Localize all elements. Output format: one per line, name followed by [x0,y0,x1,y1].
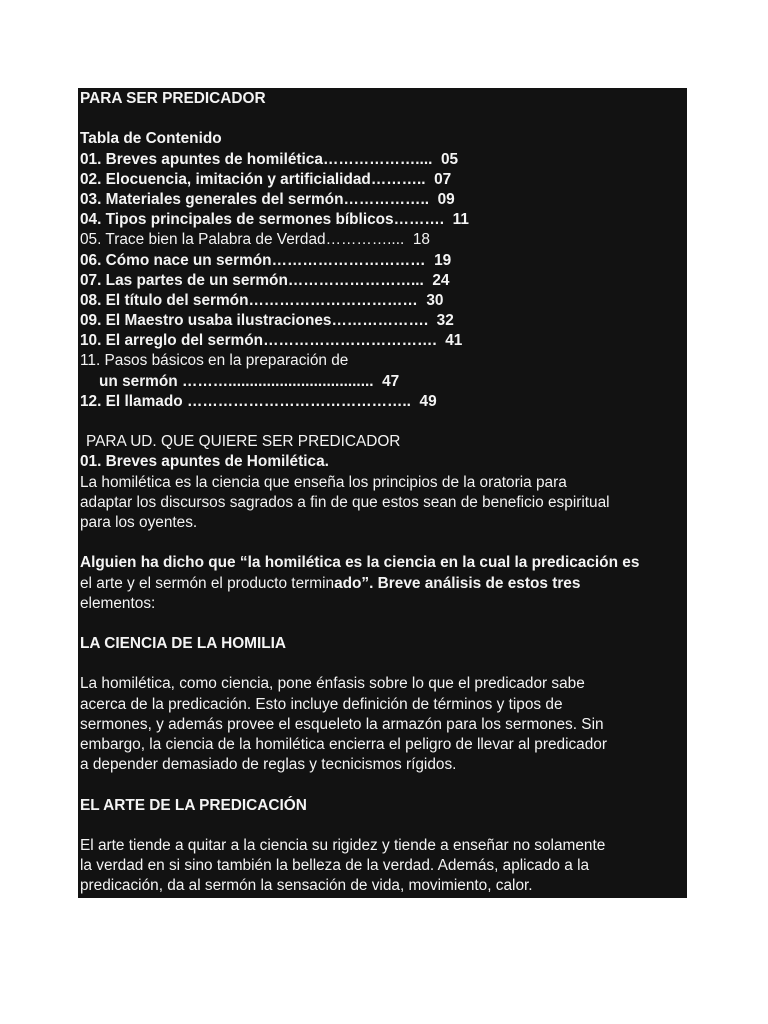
toc-entry[interactable]: 11. Pasos básicos en la preparación de [80,352,349,370]
paragraph-line: Alguien ha dicho que “la homilética es la ciencia en la cual la predicación es [80,554,640,572]
table-of-contents [80,150,687,412]
toc-entry[interactable]: 04. Tipos principales de sermones bíblicos………. 11 [80,211,469,229]
paragraph-line: predicación, da al sermón la sensación de vida, movimiento, calor. [80,877,533,895]
document-title: PARA SER PREDICADOR [80,90,266,107]
paragraph-line: para los oyentes. [80,513,198,531]
spacer [80,614,687,634]
section-heading: LA CIENCIA DE LA HOMILIA [80,635,287,653]
document-page [78,88,687,898]
toc-entry[interactable]: 09. El Maestro usaba ilustraciones………………. 32 [80,312,454,330]
paragraph-line: El arte tiende a quitar a la ciencia su rigidez y tiende a enseñar no solamente [80,836,606,854]
paragraph-line: acerca de la predicación. Esto incluye definición de términos y tipos de [80,695,563,713]
toc-title: Tabla de Contenido [80,130,222,148]
spacer [80,109,687,129]
toc-entry[interactable]: 07. Las partes de un sermón……………………... 24 [80,271,450,289]
toc-entry[interactable]: 08. El título del sermón…………………………… 30 [80,291,444,309]
paragraph-line: el arte y el sermón el producto terminado”. Breve análisis de estos tres [80,574,581,592]
toc-entry[interactable]: 12. El llamado …………………………………….. 49 [80,392,437,410]
paragraph-line: a depender demasiado de reglas y tecnicismos rígidos. [80,756,457,774]
toc-entry[interactable]: 10. El arreglo del sermón……………………………. 41 [80,332,463,350]
paragraph-line: La homilética, como ciencia, pone énfasis sobre lo que el predicador sabe [80,675,585,693]
spacer [80,816,687,836]
spacer [80,775,687,795]
toc-entry[interactable]: 02. Elocuencia, imitación y artificialidad……….. 07 [80,170,452,188]
spacer [80,654,687,674]
section-heading: EL ARTE DE LA PREDICACIÓN [80,796,307,814]
toc-entry[interactable]: 05. Trace bien la Palabra de Verdad………….... 18 [80,231,430,249]
paragraph-line: sermones, y además provee el esqueleto la armazón para los sermones. Sin [80,715,604,733]
paragraph-line: adaptar los discursos sagrados a fin de que estos sean de beneficio espiritual [80,493,610,511]
paragraph-line: La homilética es la ciencia que enseña los principios de la oratoria para [80,473,567,491]
toc-entry[interactable]: 01. Breves apuntes de homilética……………….... 05 [80,150,459,168]
spacer [80,412,687,432]
paragraph-line: la verdad en si sino también la belleza de la verdad. Además, aplicado a la [80,857,590,875]
spacer [80,533,687,553]
toc-entry[interactable]: 06. Cómo nace un sermón………………………… 19 [80,251,452,269]
section-heading: PARA UD. QUE QUIERE SER PREDICADOR [86,433,401,451]
section-subheading: 01. Breves apuntes de Homilética. [80,453,329,471]
toc-entry[interactable]: 03. Materiales generales del sermón…………….. 09 [80,190,455,208]
toc-entry-continuation[interactable]: un sermón ……….................................. 47 [99,372,400,390]
paragraph-line: embargo, la ciencia de la homilética encierra el peligro de llevar al predicador [80,736,607,753]
paragraph-line: elementos: [80,594,156,612]
